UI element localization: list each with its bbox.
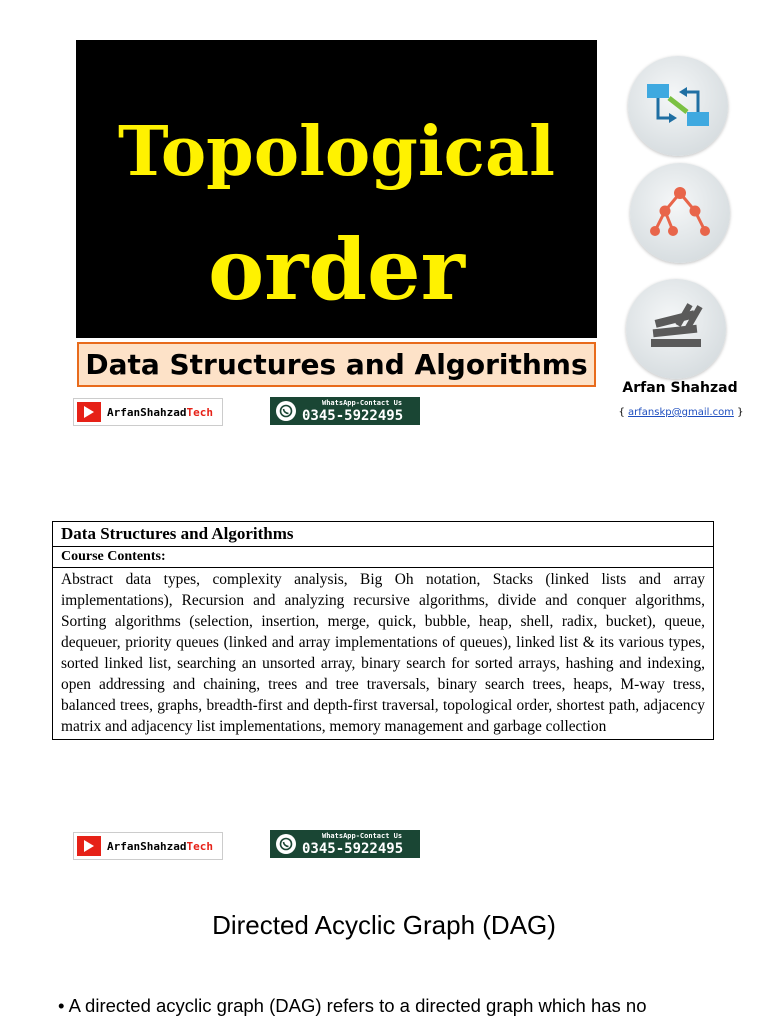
whatsapp-icon bbox=[276, 401, 296, 421]
section-heading: Directed Acyclic Graph (DAG) bbox=[212, 910, 556, 940]
youtube-badge[interactable] bbox=[73, 398, 223, 426]
title-line-1: Topological bbox=[118, 112, 555, 192]
email-link[interactable]: arfanskp@gmail.com bbox=[628, 407, 734, 418]
whatsapp-number: 0345-5922495 bbox=[302, 840, 404, 857]
course-contents-text: Abstract data types, complexity analysis, Big Oh notation, Stacks (linked lists and array implementations), Recursion and analyzing recursive algorithms, divide and conquer algorithms, Sorting algorithms (selection, insertion, merge, quick, bubble, heap, shell, radix, bucket), queue, dequeuer, priority queues (linked and array implementations of queues), linked list & its various types, sorted linked list, searching an unsorted array, binary search for sorted arrays, hashing and indexing, open addressing and chaining, trees and tree traversals, binary search trees, heaps, M-way tress, balanced trees, graphs, breadth-first and depth-first traversal, topological order, shortest path, adjacency matrix and adjacency list implementations, memory management and garbage collection bbox=[61, 571, 705, 735]
tree-icon bbox=[630, 163, 730, 263]
whatsapp-badge-2[interactable] bbox=[270, 830, 420, 858]
flow-diagram-icon bbox=[628, 56, 728, 156]
course-contents-label: Course Contents: bbox=[53, 547, 713, 568]
whatsapp-label: WhatsApp-Contact Us bbox=[322, 831, 403, 840]
play-icon bbox=[77, 836, 101, 856]
course-title: Data Structures and Algorithms bbox=[53, 522, 713, 547]
youtube-channel-name: ArfanShahzad bbox=[107, 405, 187, 419]
whatsapp-badge[interactable] bbox=[270, 397, 420, 425]
youtube-channel-suffix: Tech bbox=[186, 839, 213, 853]
youtube-channel-name: ArfanShahzad bbox=[107, 839, 187, 853]
play-icon bbox=[77, 402, 101, 422]
email-brace-open: { bbox=[618, 407, 629, 418]
bullet-text: • A directed acyclic graph (DAG) refers to a directed graph which has no bbox=[58, 995, 647, 1016]
youtube-badge-2[interactable] bbox=[73, 832, 223, 860]
author-name: Arfan Shahzad bbox=[622, 380, 738, 396]
subtitle-banner: Data Structures and Algorithms bbox=[77, 342, 596, 387]
title-banner bbox=[76, 40, 597, 338]
youtube-channel-suffix: Tech bbox=[186, 405, 213, 419]
whatsapp-label: WhatsApp-Contact Us bbox=[322, 398, 403, 407]
title-line-2: order bbox=[208, 220, 465, 319]
email-brace-close: } bbox=[733, 407, 744, 418]
whatsapp-icon bbox=[276, 834, 296, 854]
whatsapp-number: 0345-5922495 bbox=[302, 407, 404, 424]
stack-icon bbox=[626, 279, 726, 379]
author-email bbox=[596, 407, 766, 418]
course-table bbox=[52, 521, 714, 740]
